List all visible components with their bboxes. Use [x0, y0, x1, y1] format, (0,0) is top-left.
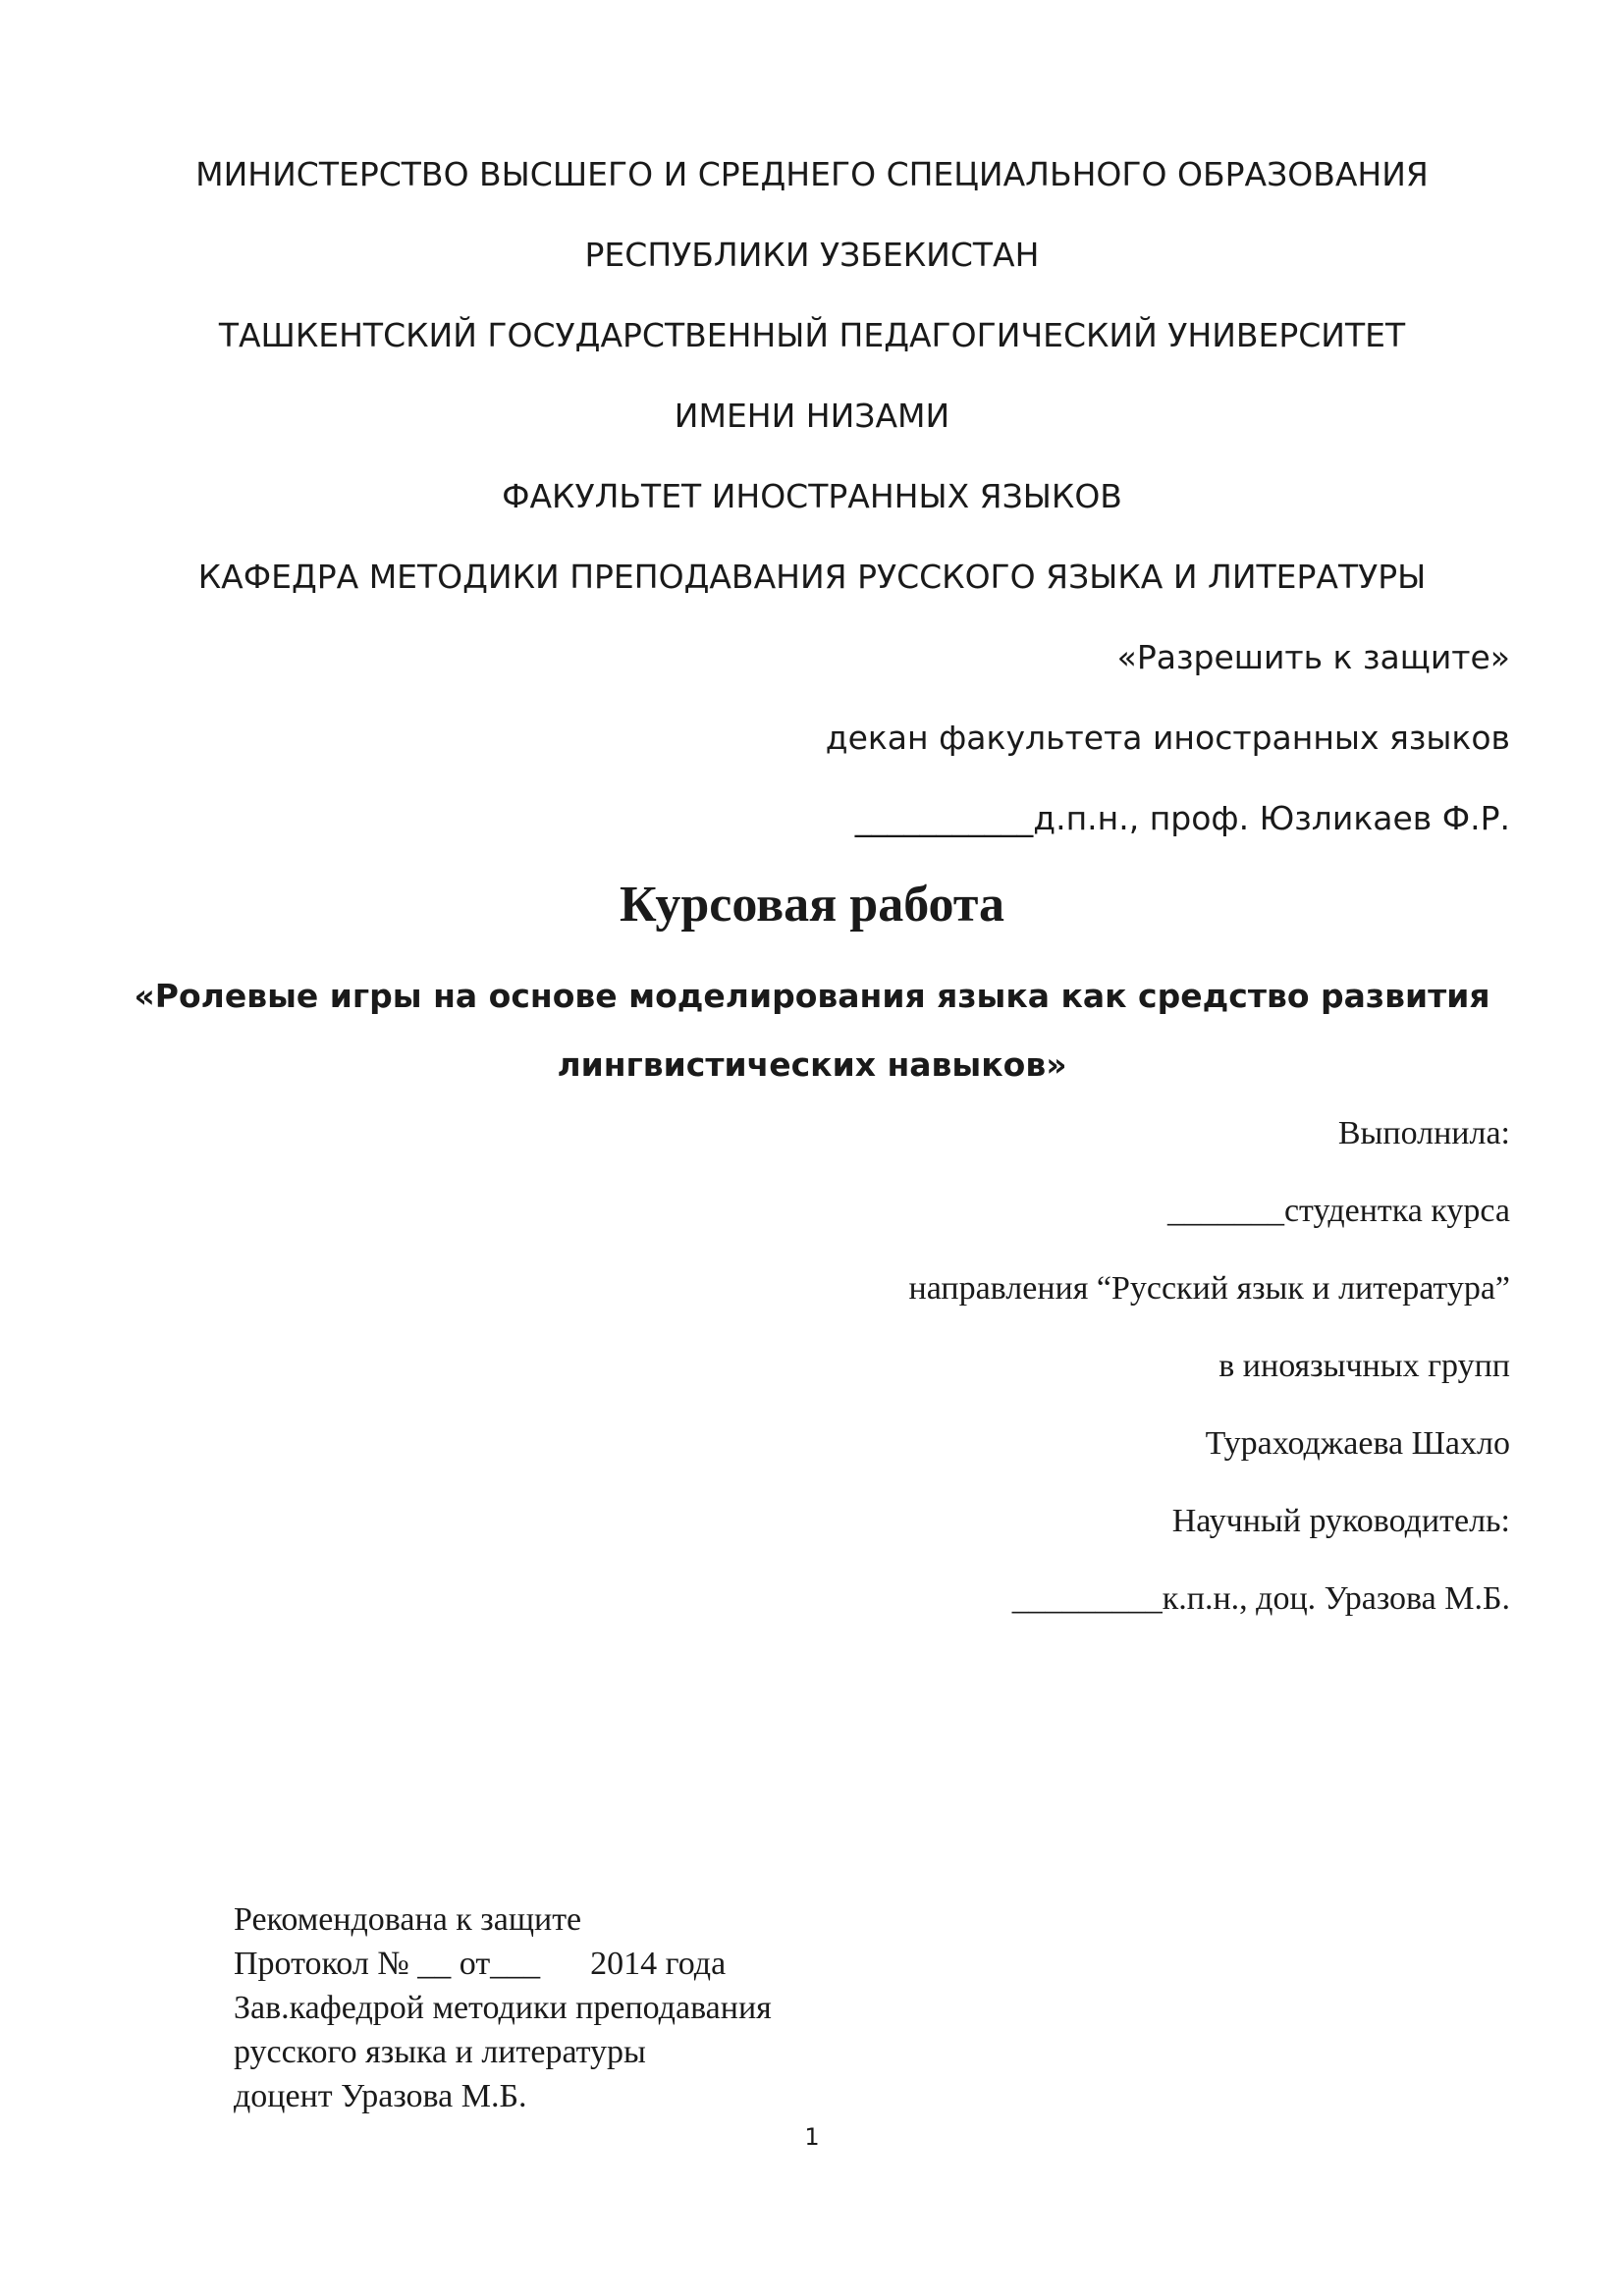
recommendation-block: [234, 1897, 772, 2118]
topic-line-2: лингвистических навыков»: [557, 1045, 1067, 1084]
university-line: ТАШКЕНТСКИЙ ГОСУДАРСТВЕННЫЙ ПЕДАГОГИЧЕСКИЙ УНИВЕРСИТЕТ: [218, 316, 1406, 354]
head-of-department-line: Зав.кафедрой методики преподавания: [234, 1990, 772, 2026]
recommended-line: Рекомендована к защите: [234, 1901, 582, 1938]
page-number: 1: [804, 2123, 820, 2151]
student-course: _______студентка курса: [1166, 1193, 1510, 1229]
faculty-line: ФАКУЛЬТЕТ ИНОСТРАННЫХ ЯЗЫКОВ: [502, 477, 1122, 515]
department-subject-line: русского языка и литературы: [234, 2034, 646, 2070]
permit-defense: «Разрешить к защите»: [1116, 638, 1510, 676]
head-name-line: доцент Уразова М.Б.: [234, 2078, 527, 2114]
dean-title: декан факультета иностранных языков: [825, 719, 1510, 757]
protocol-line: Протокол № __ от___ 2014 года: [234, 1946, 727, 1982]
topic-line-1: «Ролевые игры на основе моделирования языка как средство развития: [134, 977, 1490, 1015]
department-line: КАФЕДРА МЕТОДИКИ ПРЕПОДАВАНИЯ РУССКОГО ЯЗЫКА И ЛИТЕРАТУРЫ: [197, 558, 1427, 596]
performed-by-label: Выполнила:: [1337, 1115, 1510, 1151]
republic-line: РЕСПУБЛИКИ УЗБЕКИСТАН: [584, 236, 1040, 274]
ministry-line: МИНИСТЕРСТВО ВЫСШЕГО И СРЕДНЕГО СПЕЦИАЛЬНОГО ОБРАЗОВАНИЯ: [195, 155, 1429, 193]
dean-signature: ___________д.п.н., проф. Юзликаев Ф.Р.: [854, 799, 1510, 837]
university-name-line: ИМЕНИ НИЗАМИ: [674, 397, 950, 435]
study-direction: направления “Русский язык и литература”: [908, 1270, 1510, 1307]
document-title: Курсовая работа: [619, 877, 1005, 933]
student-name: Тураходжаева Шахло: [1205, 1425, 1510, 1462]
student-groups: в иноязычных групп: [1218, 1348, 1510, 1384]
supervisor-label: Научный руководитель:: [1171, 1503, 1510, 1539]
supervisor-signature: _________к.п.н., доц. Уразова М.Б.: [1011, 1580, 1510, 1617]
